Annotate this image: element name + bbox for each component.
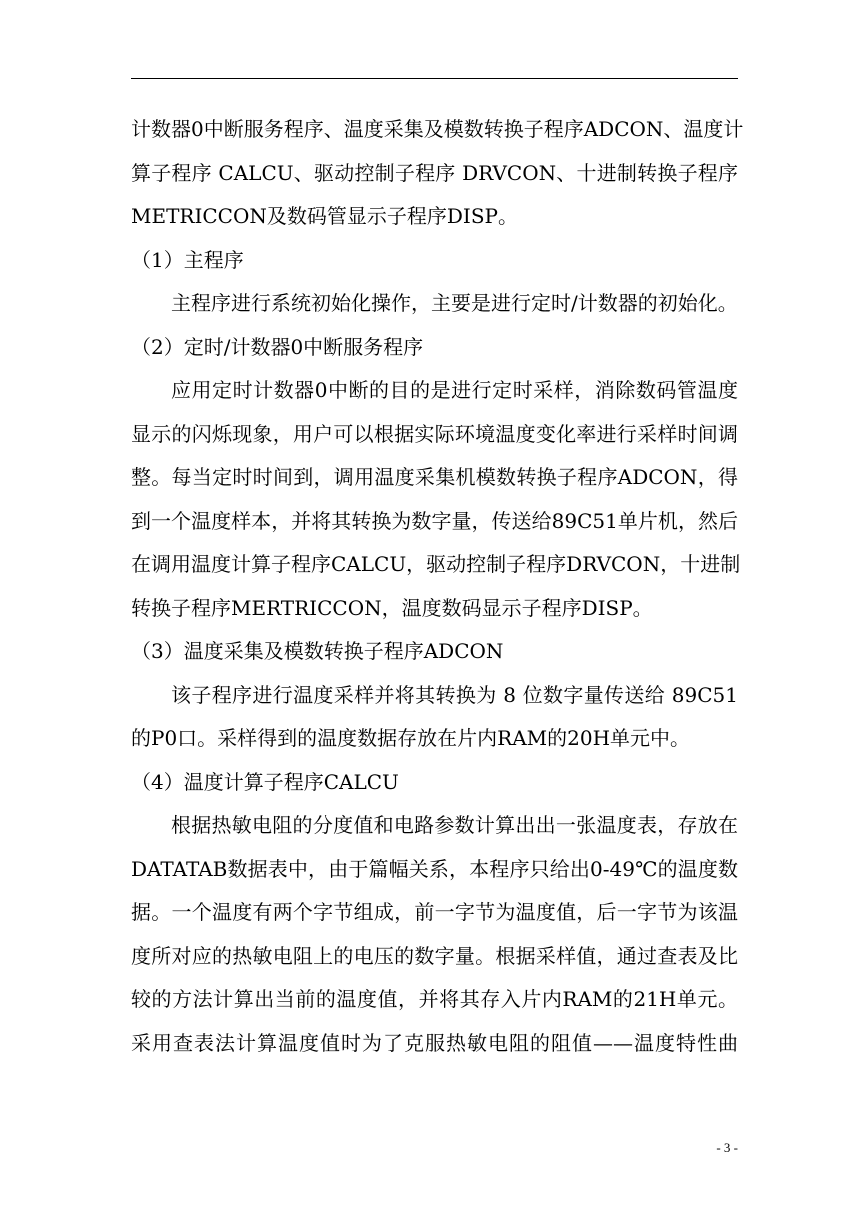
document-body [131, 108, 744, 1065]
header-rule [131, 78, 738, 79]
paragraph-line: 主程序进行系统初始化操作，主要是进行定时/计数器的初始化。 [171, 291, 738, 315]
paragraph-line: 据。一个温度有两个字节组成，前一字节为温度值，后一字节为该温 [131, 900, 738, 924]
section-heading-2: （2）定时/计数器0中断服务程序 [131, 334, 424, 359]
section-heading-1: （1）主程序 [131, 247, 244, 272]
paragraph-line: 根据热敏电阻的分度值和电路参数计算出出一张温度表，存放在 [171, 813, 738, 837]
paragraph-line: 显示的闪烁现象，用户可以根据实际环境温度变化率进行采样时间调 [131, 421, 738, 446]
section-heading-3: （3）温度采集及模数转换子程序ADCON [131, 639, 504, 663]
paragraph-line: 转换子程序MERTRICCON，温度数码显示子程序DISP。 [131, 595, 653, 620]
paragraph-line: 度所对应的热敏电阻上的电压的数字量。根据采样值，通过查表及比 [131, 943, 738, 968]
paragraph-line: 的P0口。采样得到的温度数据存放在片内RAM的20H单元中。 [131, 726, 691, 750]
paragraph-line: METRICCON及数码管显示子程序DISP。 [131, 204, 518, 228]
page-number: - 3 - [716, 1140, 738, 1155]
paragraph-line: 算子程序 CALCU、驱动控制子程序 DRVCON、十进制转换子程序 [131, 160, 738, 185]
paragraph-line: 采用查表法计算温度值时为了克服热敏电阻的阻值——温度特性曲 [131, 1030, 738, 1055]
paragraph-line: 计数器0中断服务程序、温度采集及模数转换子程序ADCON、温度计 [131, 117, 744, 141]
paragraph-line: 整。每当定时时间到，调用温度采集机模数转换子程序ADCON，得 [131, 465, 738, 489]
paragraph-line: 该子程序进行温度采样并将其转换为 8 位数字量传送给 89C51 [171, 682, 738, 707]
paragraph-line: 到一个温度样本，并将其转换为数字量，传送给89C51单片机，然后 [131, 508, 738, 533]
paragraph-line: 应用定时计数器0中断的目的是进行定时采样，消除数码管温度 [171, 378, 738, 402]
section-heading-4: （4）温度计算子程序CALCU [131, 769, 399, 794]
paragraph-line: DATATAB数据表中，由于篇幅关系，本程序只给出0-49℃的温度数 [131, 856, 738, 881]
paragraph-line: 在调用温度计算子程序CALCU，驱动控制子程序DRVCON，十进制 [131, 552, 741, 576]
paragraph-line: 较的方法计算出当前的温度值，并将其存入片内RAM的21H单元。 [131, 987, 738, 1011]
